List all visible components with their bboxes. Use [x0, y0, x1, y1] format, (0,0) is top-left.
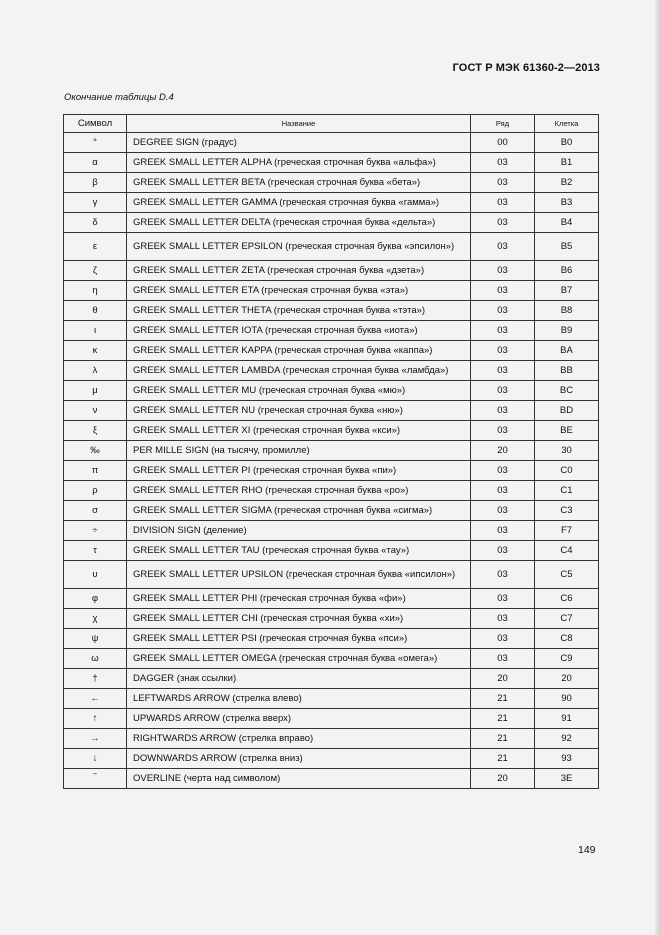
name-cell: GREEK SMALL LETTER XI (греческая строчная буква «кси»)	[127, 421, 471, 441]
cell-cell: BC	[535, 381, 599, 401]
cell-cell: B0	[535, 133, 599, 153]
column-header-cell: Клетка	[535, 115, 599, 133]
cell-cell: B9	[535, 321, 599, 341]
name-cell: UPWARDS ARROW (стрелка вверх)	[127, 709, 471, 729]
symbol-cell: ‾	[64, 769, 127, 789]
symbol-cell: ξ	[64, 421, 127, 441]
table-header-row	[64, 115, 599, 133]
cell-cell: B3	[535, 193, 599, 213]
table-row	[64, 629, 599, 649]
name-cell: PER MILLE SIGN (на тысячу, промилле)	[127, 441, 471, 461]
table-row	[64, 133, 599, 153]
row-cell: 03	[471, 461, 535, 481]
table-row	[64, 213, 599, 233]
name-cell: RIGHTWARDS ARROW (стрелка вправо)	[127, 729, 471, 749]
row-cell: 20	[471, 441, 535, 461]
symbol-cell: δ	[64, 213, 127, 233]
table-row	[64, 609, 599, 629]
table-row	[64, 461, 599, 481]
cell-cell: C6	[535, 589, 599, 609]
name-cell: GREEK SMALL LETTER LAMBDA (греческая строчная буква «ламбда»)	[127, 361, 471, 381]
row-cell: 03	[471, 589, 535, 609]
column-header-symbol: Символ	[64, 115, 127, 133]
row-cell: 03	[471, 521, 535, 541]
cell-cell: C8	[535, 629, 599, 649]
name-cell: GREEK SMALL LETTER TAU (греческая строчная буква «тау»)	[127, 541, 471, 561]
cell-cell: F7	[535, 521, 599, 541]
cell-cell: BA	[535, 341, 599, 361]
table-row	[64, 709, 599, 729]
table-row	[64, 441, 599, 461]
name-cell: GREEK SMALL LETTER GAMMA (греческая строчная буква «гамма»)	[127, 193, 471, 213]
table-row	[64, 341, 599, 361]
row-cell: 03	[471, 421, 535, 441]
standard-header: ГОСТ Р МЭК 61360-2—2013	[452, 62, 600, 74]
symbol-cell: θ	[64, 301, 127, 321]
symbol-cell: ω	[64, 649, 127, 669]
table-row	[64, 501, 599, 521]
name-cell: DAGGER (знак ссылки)	[127, 669, 471, 689]
symbol-cell: φ	[64, 589, 127, 609]
row-cell: 03	[471, 301, 535, 321]
table-row	[64, 193, 599, 213]
cell-cell: C9	[535, 649, 599, 669]
table-row	[64, 589, 599, 609]
row-cell: 03	[471, 381, 535, 401]
table-body	[64, 133, 599, 789]
symbol-cell: ε	[64, 233, 127, 261]
cell-cell: 90	[535, 689, 599, 709]
name-cell: LEFTWARDS ARROW (стрелка влево)	[127, 689, 471, 709]
name-cell: GREEK SMALL LETTER OMEGA (греческая строчная буква «омега»)	[127, 649, 471, 669]
table-row	[64, 173, 599, 193]
row-cell: 03	[471, 501, 535, 521]
cell-cell: C4	[535, 541, 599, 561]
row-cell: 03	[471, 561, 535, 589]
table-row	[64, 421, 599, 441]
row-cell: 03	[471, 649, 535, 669]
cell-cell: C5	[535, 561, 599, 589]
name-cell: GREEK SMALL LETTER ETA (греческая строчная буква «эта»)	[127, 281, 471, 301]
name-cell: GREEK SMALL LETTER PI (греческая строчная буква «пи»)	[127, 461, 471, 481]
name-cell: DOWNWARDS ARROW (стрелка вниз)	[127, 749, 471, 769]
row-cell: 03	[471, 173, 535, 193]
symbol-cell: χ	[64, 609, 127, 629]
cell-cell: C3	[535, 501, 599, 521]
cell-cell: B6	[535, 261, 599, 281]
row-cell: 03	[471, 609, 535, 629]
name-cell: GREEK SMALL LETTER PHI (греческая строчная буква «фи»)	[127, 589, 471, 609]
row-cell: 03	[471, 401, 535, 421]
symbol-cell: β	[64, 173, 127, 193]
row-cell: 03	[471, 361, 535, 381]
table-row	[64, 561, 599, 589]
table-row	[64, 541, 599, 561]
name-cell: GREEK SMALL LETTER CHI (греческая строчная буква «хи»)	[127, 609, 471, 629]
name-cell: GREEK SMALL LETTER EPSILON (греческая строчная буква «эпсилон»)	[127, 233, 471, 261]
row-cell: 03	[471, 153, 535, 173]
row-cell: 00	[471, 133, 535, 153]
cell-cell: B4	[535, 213, 599, 233]
symbol-cell: †	[64, 669, 127, 689]
name-cell: GREEK SMALL LETTER KAPPA (греческая строчная буква «каппа»)	[127, 341, 471, 361]
symbol-cell: κ	[64, 341, 127, 361]
cell-cell: C1	[535, 481, 599, 501]
cell-cell: B2	[535, 173, 599, 193]
row-cell: 03	[471, 321, 535, 341]
name-cell: GREEK SMALL LETTER ZETA (греческая строчная буква «дзета»)	[127, 261, 471, 281]
cell-cell: 3E	[535, 769, 599, 789]
name-cell: GREEK SMALL LETTER BETA (греческая строчная буква «бета»)	[127, 173, 471, 193]
cell-cell: 91	[535, 709, 599, 729]
name-cell: GREEK SMALL LETTER DELTA (греческая строчная буква «дельта»)	[127, 213, 471, 233]
table-row	[64, 153, 599, 173]
row-cell: 21	[471, 709, 535, 729]
table-row	[64, 749, 599, 769]
symbol-cell: ÷	[64, 521, 127, 541]
table-row	[64, 689, 599, 709]
table-row	[64, 649, 599, 669]
cell-cell: B7	[535, 281, 599, 301]
row-cell: 03	[471, 261, 535, 281]
symbol-cell: ρ	[64, 481, 127, 501]
symbol-cell: ψ	[64, 629, 127, 649]
column-header-row: Ряд	[471, 115, 535, 133]
name-cell: OVERLINE (черта над символом)	[127, 769, 471, 789]
name-cell: GREEK SMALL LETTER SIGMA (греческая строчная буква «сигма»)	[127, 501, 471, 521]
symbol-table	[63, 114, 599, 789]
table-row	[64, 261, 599, 281]
name-cell: GREEK SMALL LETTER UPSILON (греческая строчная буква «ипсилон»)	[127, 561, 471, 589]
table-row	[64, 481, 599, 501]
name-cell: GREEK SMALL LETTER IOTA (греческая строчная буква «иота»)	[127, 321, 471, 341]
symbol-cell: π	[64, 461, 127, 481]
table-row	[64, 381, 599, 401]
cell-cell: C7	[535, 609, 599, 629]
symbol-cell: ←	[64, 689, 127, 709]
row-cell: 21	[471, 689, 535, 709]
row-cell: 03	[471, 193, 535, 213]
page-edge	[655, 0, 661, 935]
cell-cell: B8	[535, 301, 599, 321]
symbol-cell: τ	[64, 541, 127, 561]
table-row	[64, 321, 599, 341]
table-row	[64, 301, 599, 321]
table-row	[64, 769, 599, 789]
symbol-cell: α	[64, 153, 127, 173]
table-row	[64, 521, 599, 541]
name-cell: GREEK SMALL LETTER MU (греческая строчная буква «мю»)	[127, 381, 471, 401]
cell-cell: BB	[535, 361, 599, 381]
row-cell: 03	[471, 233, 535, 261]
symbol-cell: °	[64, 133, 127, 153]
name-cell: DIVISION SIGN (деление)	[127, 521, 471, 541]
row-cell: 03	[471, 541, 535, 561]
symbol-cell: ↓	[64, 749, 127, 769]
name-cell: GREEK SMALL LETTER NU (греческая строчная буква «ню»)	[127, 401, 471, 421]
symbol-cell: ι	[64, 321, 127, 341]
table-row	[64, 401, 599, 421]
name-cell: GREEK SMALL LETTER ALPHA (греческая строчная буква «альфа»)	[127, 153, 471, 173]
cell-cell: B1	[535, 153, 599, 173]
row-cell: 20	[471, 669, 535, 689]
symbol-cell: ↑	[64, 709, 127, 729]
cell-cell: 92	[535, 729, 599, 749]
name-cell: GREEK SMALL LETTER THETA (греческая строчная буква «тэта»)	[127, 301, 471, 321]
table-row	[64, 729, 599, 749]
row-cell: 21	[471, 729, 535, 749]
symbol-cell: ζ	[64, 261, 127, 281]
table-row	[64, 281, 599, 301]
cell-cell: 20	[535, 669, 599, 689]
row-cell: 21	[471, 749, 535, 769]
table-caption: Окончание таблицы D.4	[64, 92, 174, 103]
column-header-name: Название	[127, 115, 471, 133]
name-cell: DEGREE SIGN (градус)	[127, 133, 471, 153]
table-row	[64, 233, 599, 261]
page-number: 149	[578, 844, 596, 856]
symbol-cell: μ	[64, 381, 127, 401]
symbol-cell: ‰	[64, 441, 127, 461]
cell-cell: BE	[535, 421, 599, 441]
cell-cell: 30	[535, 441, 599, 461]
cell-cell: BD	[535, 401, 599, 421]
row-cell: 03	[471, 629, 535, 649]
row-cell: 03	[471, 281, 535, 301]
row-cell: 03	[471, 341, 535, 361]
symbol-cell: η	[64, 281, 127, 301]
symbol-cell: γ	[64, 193, 127, 213]
cell-cell: C0	[535, 461, 599, 481]
symbol-cell: υ	[64, 561, 127, 589]
row-cell: 20	[471, 769, 535, 789]
symbol-cell: →	[64, 729, 127, 749]
symbol-cell: λ	[64, 361, 127, 381]
name-cell: GREEK SMALL LETTER PSI (греческая строчная буква «пси»)	[127, 629, 471, 649]
row-cell: 03	[471, 213, 535, 233]
name-cell: GREEK SMALL LETTER RHO (греческая строчная буква «ро»)	[127, 481, 471, 501]
symbol-cell: ν	[64, 401, 127, 421]
table-row	[64, 669, 599, 689]
cell-cell: B5	[535, 233, 599, 261]
cell-cell: 93	[535, 749, 599, 769]
row-cell: 03	[471, 481, 535, 501]
table-row	[64, 361, 599, 381]
symbol-cell: σ	[64, 501, 127, 521]
